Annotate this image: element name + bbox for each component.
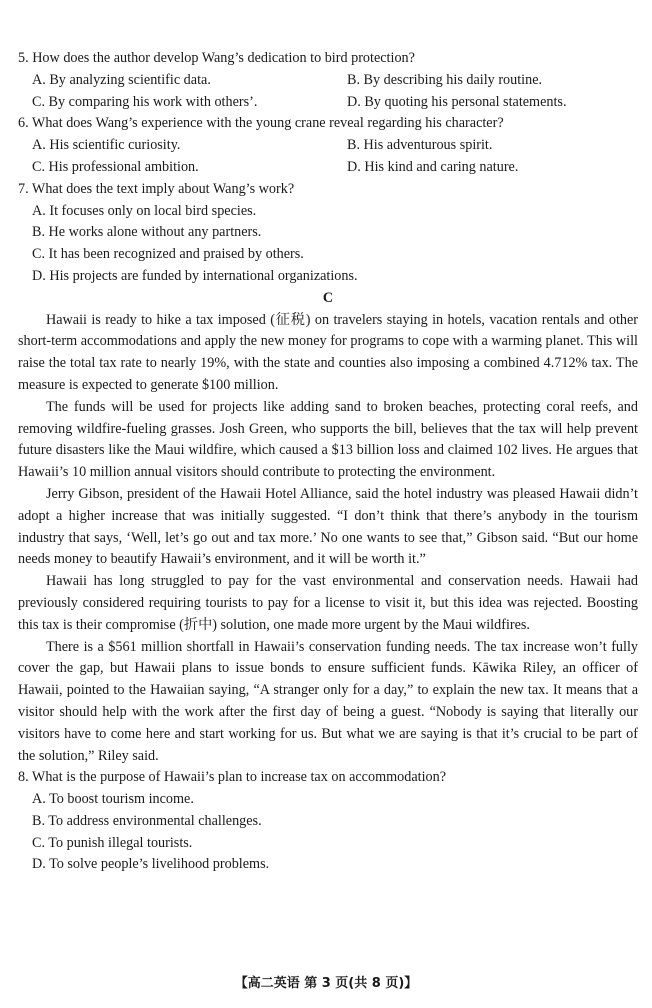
question-6-options (18, 135, 638, 179)
question-7-option-d[interactable]: D. His projects are funded by international organizations. (32, 267, 358, 284)
question-7-option-a[interactable]: A. It focuses only on local bird species. (32, 202, 257, 219)
passage-paragraph-2: The funds will be used for projects like adding sand to broken beaches, protecting coral reefs, and removing wildfire-fueling grasses. Josh Green, who supports the bill, believes that the tax will help prevent future disasters like the Maui wildfire, which caused a $13 billion loss and claimed 102 lives. He argues that Hawaii’s 10 million annual visitors should contribute to protecting the environment. (18, 398, 638, 481)
question-6-option-b[interactable]: B. His adventurous spirit. (347, 137, 493, 154)
question-8-option-a[interactable]: A. To boost tourism income. (32, 791, 194, 808)
question-6-option-d[interactable]: D. His kind and caring nature. (347, 158, 519, 175)
question-6-option-c[interactable]: C. His professional ambition. (32, 158, 199, 175)
question-7-option-c[interactable]: C. It has been recognized and praised by others. (32, 246, 304, 263)
passage-paragraph-4: Hawaii has long struggled to pay for the vast environmental and conservation needs. Hawaii had previously considered requiring tourists to pay for a license to visit it, but this idea was rejected. Boosting this tax is their compromise (折中) solution, one made more urgent by the Maui wildfires. (18, 573, 638, 633)
question-5-options (18, 70, 638, 114)
question-8-option-b[interactable]: B. To address environmental challenges. (32, 812, 262, 829)
question-7-options (18, 201, 638, 288)
question-5-option-a[interactable]: A. By analyzing scientific data. (32, 71, 211, 88)
question-5-option-b[interactable]: B. By describing his daily routine. (347, 71, 543, 88)
question-5-option-d[interactable]: D. By quoting his personal statements. (347, 93, 567, 110)
question-8-stem: 8. What is the purpose of Hawaii’s plan to increase tax on accommodation? (18, 769, 446, 786)
question-8-option-c[interactable]: C. To punish illegal tourists. (32, 834, 193, 851)
passage-paragraph-1: Hawaii is ready to hike a tax imposed (征税) on travelers staying in hotels, vacation rentals and other short-term accommodations and apply the new money for programs to cope with a warming planet. This will raise the total tax rate to nearly 19%, with the state and counties also imposing a combined 4.712% tax. The measure is expected to generate $100 million. (18, 311, 638, 393)
question-6-stem: 6. What does Wang’s experience with the young crane reveal regarding his character? (18, 115, 504, 132)
passage-paragraph-3: Jerry Gibson, president of the Hawaii Hotel Alliance, said the hotel industry was pleased Hawaii didn’t adopt a higher increase that was initially suggested. “I don’t think that there’s anybody in the tourism industry that says, ‘Well, let’s go out and tax more.’ No one wants to see that,” Gibson said. “But our home needs money to beautify Hawaii’s environment, and it will be worth it.” (18, 485, 638, 568)
section-letter: C (322, 289, 334, 306)
exam-page (18, 48, 638, 876)
question-5-option-c[interactable]: C. By comparing his work with others’. (32, 93, 258, 110)
question-8-option-d[interactable]: D. To solve people’s livelihood problems. (32, 856, 270, 873)
question-5-stem: 5. How does the author develop Wang’s dedication to bird protection? (18, 50, 415, 66)
question-8-options (18, 789, 638, 876)
passage-paragraph-5: There is a $561 million shortfall in Hawaii’s conservation funding needs. The tax increase won’t fully cover the gap, but Hawaii plans to issue bonds to ensure sufficient funds. Kāwika Riley, an officer of Hawaii, pointed to the Hawaiian saying, “A stranger only for a day,” to explain the new tax. It means that a visitor should help with the work after the first day of being a guest. “Nobody is saying that literally our visitors have to come here and start working for us. But what we are saying is that it’s crucial to be part of the solution,” Riley said. (18, 638, 638, 764)
question-7-stem: 7. What does the text imply about Wang’s work? (18, 180, 295, 197)
question-7-option-b[interactable]: B. He works alone without any partners. (32, 224, 262, 241)
question-6-option-a[interactable]: A. His scientific curiosity. (32, 137, 181, 154)
page-footer: 【高二英语 第 3 页(共 8 页)】 (234, 976, 418, 991)
